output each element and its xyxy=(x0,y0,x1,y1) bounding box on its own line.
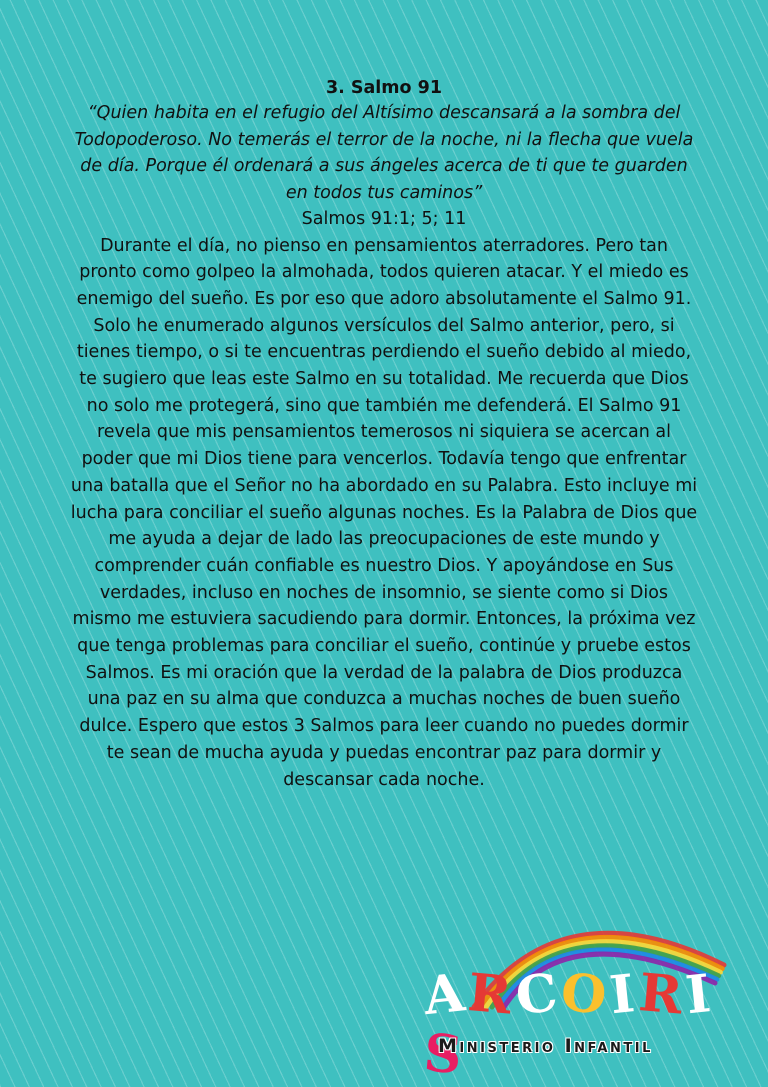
logo-letter: O xyxy=(558,961,613,1028)
section-title: 3. Salmo 91 xyxy=(325,78,443,98)
logo-letter: R xyxy=(636,962,689,1027)
logo-wordmark xyxy=(420,961,724,1087)
psalm-quote: “Quien habita en el refugio del Altísimo descansará a la sombra del Todopoderoso. No temerás el terror de la noche, ni la flecha que vuela de día. Porque él ordenará a sus ángeles acerca de ti que te guarden en todos tus caminos” xyxy=(74,103,694,203)
content-column xyxy=(70,76,698,793)
logo-letter: A xyxy=(420,961,472,1028)
arcoiris-logo xyxy=(414,895,740,1087)
logo-subtitle: Ministerio Infantil xyxy=(438,1035,653,1057)
body-paragraph: Durante el día, no pienso en pensamientos aterradores. Pero tan pronto como golpeo la almohada, todos quieren atacar. Y el miedo es enemigo del sueño. Es por eso que adoro absolutamente el Salmo 91. Solo he enumerado algunos versículos del Salmo anterior, pero, si tienes tiempo, o si te encuentras perdiendo el sueño debido al miedo, te sugiero que leas este Salmo en su totalidad. Me recuerda que Dios no solo me protegerá, sino que también me defenderá. El Salmo 91 revela que mis pensamientos temerosos ni siquiera se acercan al poder que mi Dios tiene para vencerlos. Todavía tengo que enfrentar una batalla que el Señor no ha abordado en su Palabra. Esto incluye mi lucha para conciliar el sueño algunas noches. Es la Palabra de Dios que me ayuda a dejar de lado las preocupaciones de este mundo y comprender cuán confiable es nuestro Dios. Y apoyándose en Sus verdades, incluso en noches de insomnio, se siente como si Dios mismo me estuviera sacudiendo para dormir. Entonces, la próxima vez que tenga problemas para conciliar el sueño, continúe y pruebe estos Salmos. Es mi oración que la verdad de la palabra de Dios produzca una paz en su alma que conduzca a muchas noches de buen sueño dulce. Espero que estos 3 Salmos para leer cuando no puedes dormir te sean de mucha ayuda y puedas encontrar paz para dormir y descansar cada noche. xyxy=(70,235,698,790)
logo-letter: S xyxy=(421,1022,469,1087)
psalm-reference: Salmos 91:1; 5; 11 xyxy=(301,209,467,229)
logo-letter: I xyxy=(682,962,718,1027)
logo-letter: R xyxy=(465,962,519,1027)
logo-letter: C xyxy=(512,961,564,1028)
logo-letter: I xyxy=(607,962,642,1027)
